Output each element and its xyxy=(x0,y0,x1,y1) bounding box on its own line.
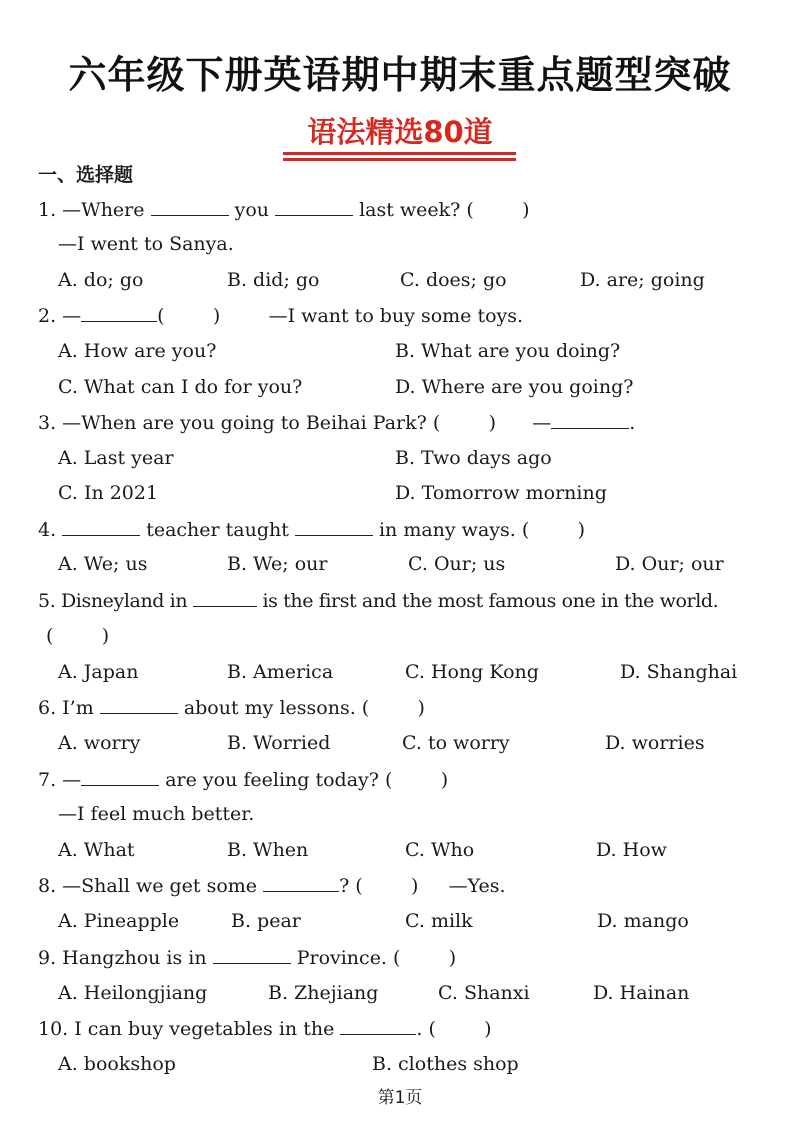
question-3-option-d[interactable]: D. Tomorrow morning xyxy=(395,482,607,504)
question-2-option-b[interactable]: B. What are you doing? xyxy=(395,340,621,362)
question-6-stem: 6. I’m about my lessons. ( ) xyxy=(38,697,425,719)
question-8-option-a[interactable]: A. Pineapple xyxy=(58,910,180,932)
question-3-option-c[interactable]: C. In 2021 xyxy=(58,482,159,504)
question-9-option-d[interactable]: D. Hainan xyxy=(593,982,690,1004)
answer-blank[interactable] xyxy=(151,197,229,216)
question-10-option-a[interactable]: A. bookshop xyxy=(58,1053,176,1075)
question-10-stem: 10. I can buy vegetables in the . ( ) xyxy=(38,1018,492,1040)
worksheet-title: 六年级下册英语期中期末重点题型突破 xyxy=(68,53,732,97)
question-1-option-c[interactable]: C. does; go xyxy=(400,269,507,291)
section-heading: 一、选择题 xyxy=(38,164,134,186)
question-1-reply: —I went to Sanya. xyxy=(58,233,234,255)
worksheet-subtitle: 语法精选80道 xyxy=(307,115,493,149)
question-5-option-d[interactable]: D. Shanghai xyxy=(620,661,738,683)
question-7-stem: 7. — are you feeling today? ( ) xyxy=(38,769,449,791)
question-5-option-b[interactable]: B. America xyxy=(227,661,334,683)
question-9-option-b[interactable]: B. Zhejiang xyxy=(268,982,379,1004)
question-8-stem: 8. —Shall we get some ? ( ) —Yes. xyxy=(38,875,506,897)
question-2-option-c[interactable]: C. What can I do for you? xyxy=(58,376,303,398)
answer-blank[interactable] xyxy=(81,303,157,322)
question-3-option-b[interactable]: B. Two days ago xyxy=(395,447,552,469)
question-4-option-c[interactable]: C. Our; us xyxy=(408,553,506,575)
answer-blank[interactable] xyxy=(62,517,140,536)
question-5-option-a[interactable]: A. Japan xyxy=(58,661,139,683)
answer-blank[interactable] xyxy=(275,197,353,216)
question-1-option-a[interactable]: A. do; go xyxy=(58,269,144,291)
question-7-option-a[interactable]: A. What xyxy=(58,839,135,861)
answer-blank[interactable] xyxy=(81,767,159,786)
question-9-option-c[interactable]: C. Shanxi xyxy=(438,982,530,1004)
subtitle-underline-top xyxy=(283,152,516,155)
question-6-option-c[interactable]: C. to worry xyxy=(402,732,510,754)
question-7-option-b[interactable]: B. When xyxy=(227,839,309,861)
question-2-option-a[interactable]: A. How are you? xyxy=(58,340,217,362)
question-3-option-a[interactable]: A. Last year xyxy=(58,447,174,469)
question-7-reply: —I feel much better. xyxy=(58,803,255,825)
page-number: 第1页 xyxy=(377,1088,423,1108)
answer-blank[interactable] xyxy=(100,695,178,714)
question-3-stem: 3. —When are you going to Beihai Park? ( ) — . xyxy=(38,412,636,434)
question-7-option-d[interactable]: D. How xyxy=(596,839,667,861)
question-10-option-b[interactable]: B. clothes shop xyxy=(372,1053,519,1075)
question-8-option-b[interactable]: B. pear xyxy=(231,910,301,932)
answer-blank[interactable] xyxy=(551,410,629,429)
question-4-option-b[interactable]: B. We; our xyxy=(227,553,328,575)
answer-blank[interactable] xyxy=(193,588,257,607)
question-4-option-a[interactable]: A. We; us xyxy=(58,553,148,575)
question-9-option-a[interactable]: A. Heilongjiang xyxy=(58,982,208,1004)
answer-blank[interactable] xyxy=(213,945,291,964)
question-8-option-d[interactable]: D. mango xyxy=(597,910,689,932)
question-5-option-c[interactable]: C. Hong Kong xyxy=(405,661,539,683)
question-7-option-c[interactable]: C. Who xyxy=(405,839,475,861)
question-1-option-d[interactable]: D. are; going xyxy=(580,269,705,291)
question-2-stem: 2. — ( ) —I want to buy some toys. xyxy=(38,305,524,327)
question-4-option-d[interactable]: D. Our; our xyxy=(615,553,724,575)
question-8-option-c[interactable]: C. milk xyxy=(405,910,473,932)
question-9-stem: 9. Hangzhou is in Province. ( ) xyxy=(38,947,457,969)
question-5-paren: ( ) xyxy=(46,625,110,647)
answer-blank[interactable] xyxy=(263,873,339,892)
question-1-option-b[interactable]: B. did; go xyxy=(227,269,320,291)
question-6-option-d[interactable]: D. worries xyxy=(605,732,705,754)
question-1-stem: 1. —Where you last week? ( ) xyxy=(38,199,530,221)
question-4-stem: 4. teacher taught in many ways. ( ) xyxy=(38,519,585,541)
question-2-option-d[interactable]: D. Where are you going? xyxy=(395,376,634,398)
question-6-option-a[interactable]: A. worry xyxy=(58,732,141,754)
answer-blank[interactable] xyxy=(340,1016,416,1035)
question-6-option-b[interactable]: B. Worried xyxy=(227,732,331,754)
question-5-stem: 5. Disneyland in is the first and the most famous one in the world. xyxy=(38,590,719,612)
answer-blank[interactable] xyxy=(295,517,373,536)
subtitle-underline-bottom xyxy=(283,158,516,161)
